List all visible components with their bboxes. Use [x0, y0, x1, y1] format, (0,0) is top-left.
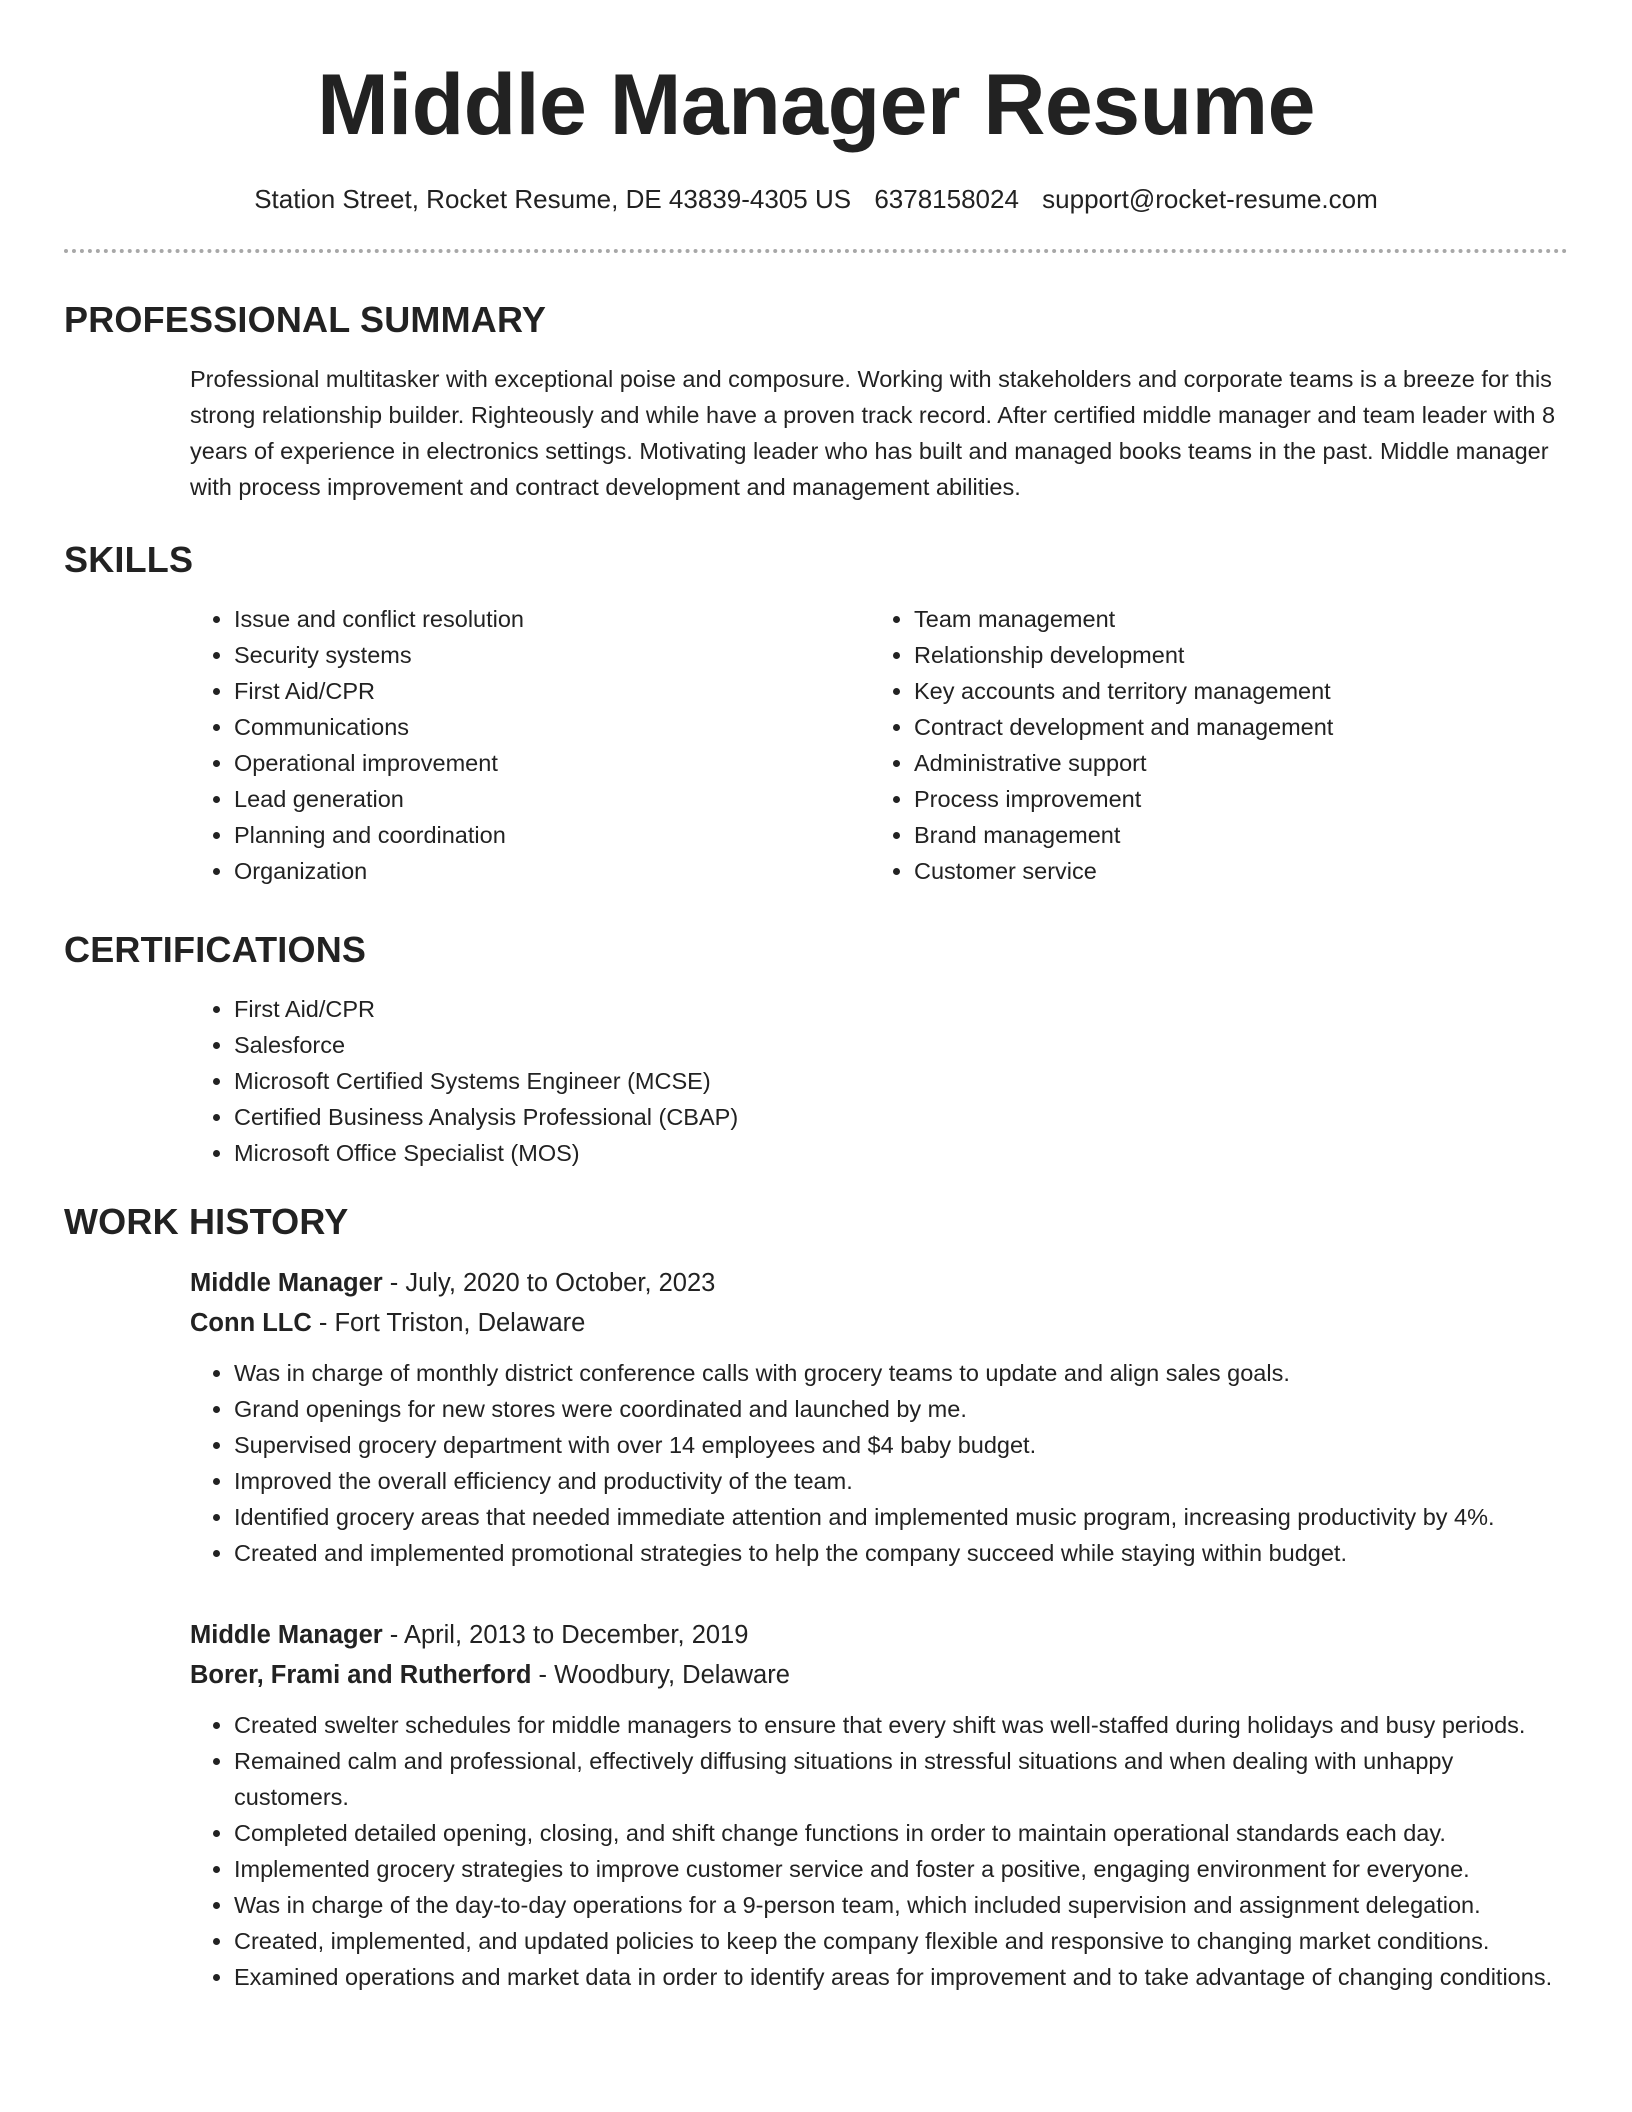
skills-section [64, 539, 1568, 889]
list-item: • Organization [234, 853, 870, 889]
address: Station Street, Rocket Resume, DE 43839-4305 US [254, 184, 852, 214]
list-item: • Relationship development [914, 637, 1550, 673]
list-item: • Customer service [914, 853, 1550, 889]
list-item: • Examined operations and market data in order to identify areas for improvement and to take advantage of changing conditions. [234, 1959, 1568, 1995]
work-history-section [64, 1201, 1568, 1995]
skills-list-left [190, 601, 870, 889]
certifications-list [190, 991, 1568, 1171]
list-item: • Created swelter schedules for middle managers to ensure that every shift was well-staffed during holidays and busy periods. [234, 1707, 1568, 1743]
list-item: • Created and implemented promotional strategies to help the company succeed while staying within budget. [234, 1535, 1568, 1571]
list-item: • Microsoft Office Specialist (MOS) [234, 1135, 1568, 1171]
job-title-line [190, 1615, 1568, 1655]
certifications-section [64, 929, 1568, 1171]
job-bullets [190, 1355, 1568, 1571]
list-item: • Process improvement [914, 781, 1550, 817]
job-company-line [190, 1303, 1568, 1343]
list-item: • Improved the overall efficiency and productivity of the team. [234, 1463, 1568, 1499]
job-title: Middle Manager [190, 1269, 383, 1297]
list-item: • Created, implemented, and updated policies to keep the company flexible and responsive to changing market conditions. [234, 1923, 1568, 1959]
professional-summary-section [64, 299, 1568, 505]
list-item: • First Aid/CPR [234, 991, 1568, 1027]
phone: 6378158024 [874, 184, 1019, 214]
list-item: • Key accounts and territory management [914, 673, 1550, 709]
list-item: • Was in charge of the day-to-day operations for a 9-person team, which included supervision and assignment delegation. [234, 1887, 1568, 1923]
company-name: Conn LLC [190, 1309, 312, 1337]
job-dates: - April, 2013 to December, 2019 [382, 1621, 749, 1649]
list-item: • Team management [914, 601, 1550, 637]
list-item: • Brand management [914, 817, 1550, 853]
section-heading: SKILLS [64, 539, 194, 580]
section-heading: CERTIFICATIONS [64, 929, 367, 970]
job-dates: - July, 2020 to October, 2023 [382, 1269, 716, 1297]
job-entry [190, 1263, 1568, 1571]
job-title: Middle Manager [190, 1621, 383, 1649]
job-entry [190, 1615, 1568, 1995]
header-divider [64, 249, 1568, 253]
section-heading: PROFESSIONAL SUMMARY [64, 299, 547, 340]
skills-columns [190, 601, 1568, 889]
job-company-line [190, 1655, 1568, 1695]
job-bullets [190, 1707, 1568, 1995]
list-item: • Planning and coordination [234, 817, 870, 853]
list-item: • Security systems [234, 637, 870, 673]
list-item: • First Aid/CPR [234, 673, 870, 709]
skills-list-right [870, 601, 1550, 889]
list-item: • Grand openings for new stores were coordinated and launched by me. [234, 1391, 1568, 1427]
list-item: • Was in charge of monthly district conference calls with grocery teams to update and align sales goals. [234, 1355, 1568, 1391]
list-item: • Issue and conflict resolution [234, 601, 870, 637]
company-location: - Fort Triston, Delaware [311, 1309, 586, 1337]
list-item: • Communications [234, 709, 870, 745]
list-item: • Lead generation [234, 781, 870, 817]
section-heading: WORK HISTORY [64, 1201, 349, 1242]
company-location: - Woodbury, Delaware [531, 1661, 790, 1689]
list-item: • Operational improvement [234, 745, 870, 781]
list-item: • Administrative support [914, 745, 1550, 781]
email: support@rocket-resume.com [1042, 184, 1378, 214]
list-item: • Completed detailed opening, closing, and shift change functions in order to maintain operational standards each day. [234, 1815, 1568, 1851]
page-title: Middle Manager Resume [317, 57, 1315, 153]
contact-info [64, 184, 1568, 215]
list-item: • Identified grocery areas that needed immediate attention and implemented music program, increasing productivity by 4%. [234, 1499, 1568, 1535]
job-title-line [190, 1263, 1568, 1303]
list-item: • Salesforce [234, 1027, 1568, 1063]
list-item: • Contract development and management [914, 709, 1550, 745]
summary-text: Professional multitasker with exceptional poise and composure. Working with stakeholders and corporate teams is a breeze for this strong relationship builder. Righteously and while have a proven track record. After certified middle manager and team leader with 8 years of experience in electronics settings. Motivating leader who has built and managed books teams in the past. Middle manager with process improvement and contract development and management abilities. [190, 366, 1556, 500]
list-item: • Remained calm and professional, effectively diffusing situations in stressful situations and when dealing with unhappy customers. [234, 1743, 1568, 1815]
skills-column-right [870, 601, 1550, 889]
list-item: • Implemented grocery strategies to improve customer service and foster a positive, engaging environment for everyone. [234, 1851, 1568, 1887]
list-item: • Supervised grocery department with over 14 employees and $4 baby budget. [234, 1427, 1568, 1463]
list-item: • Certified Business Analysis Professional (CBAP) [234, 1099, 1568, 1135]
skills-column-left [190, 601, 870, 889]
company-name: Borer, Frami and Rutherford [190, 1661, 532, 1689]
list-item: • Microsoft Certified Systems Engineer (MCSE) [234, 1063, 1568, 1099]
